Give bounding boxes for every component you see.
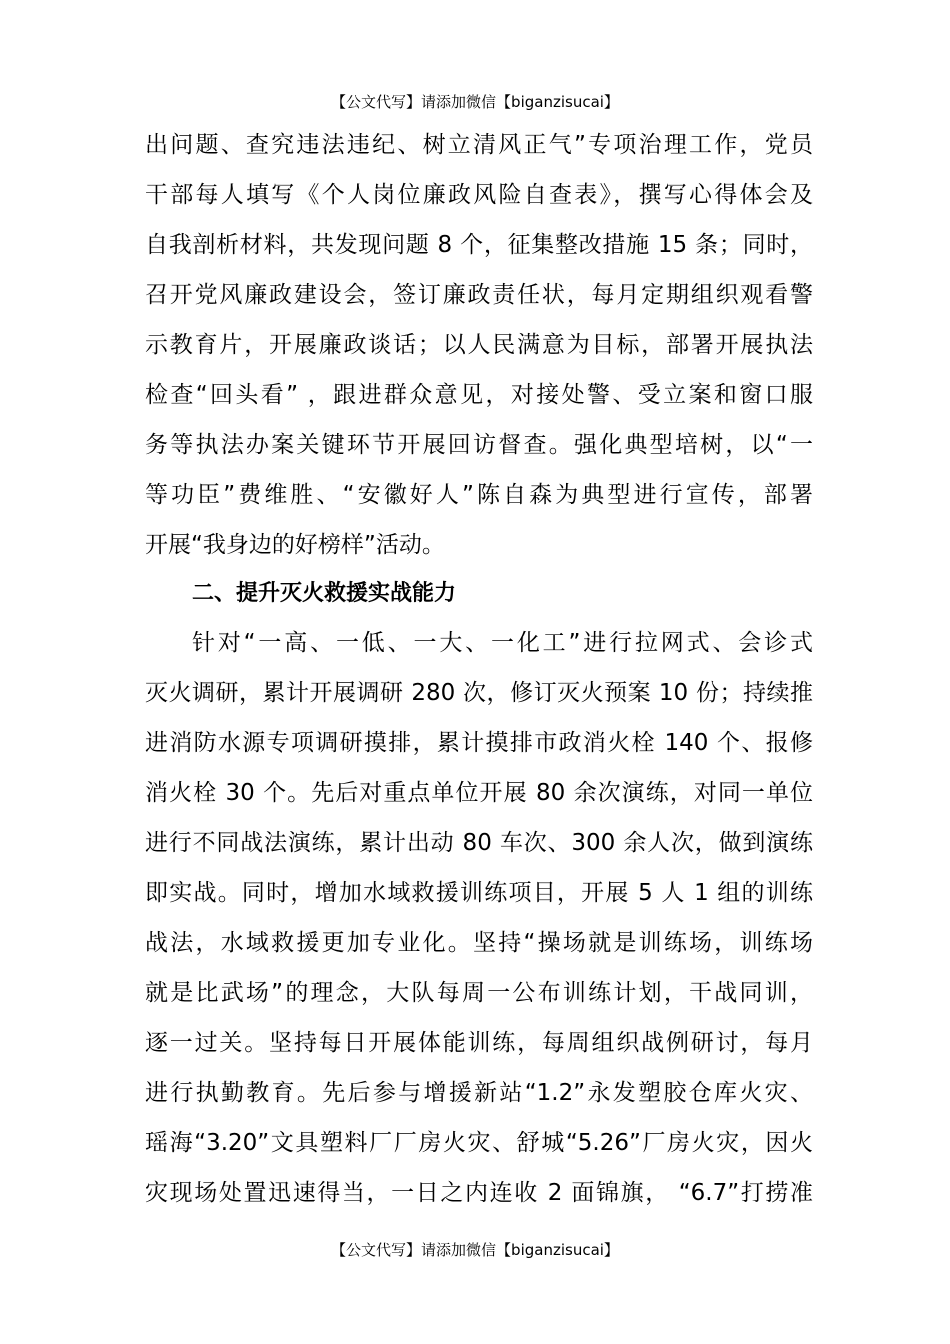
paragraph-line: 进行执勤教育。先后参与增援新站“1.2”永发塑胶仓库火灾、 <box>145 1080 813 1106</box>
paragraph-line: 等功臣”费维胜、“安徽好人”陈自森为典型进行宣传，部署 <box>145 482 813 508</box>
paragraph-line: 检查“回头看” ，跟进群众意见，对接处警、受立案和窗口服 <box>145 382 813 408</box>
paragraph-line: 灭火调研，累计开展调研 280 次，修订灭火预案 10 份；持续推 <box>145 680 813 706</box>
paragraph-line: 进行不同战法演练，累计出动 80 车次、300 余人次，做到演练 <box>145 830 813 856</box>
paragraph-line: 战法，水域救援更加专业化。坚持“操场就是训练场，训练场 <box>145 930 813 956</box>
paragraph-line: 瑶海“3.20”文具塑料厂厂房火灾、舒城“5.26”厂房火灾，因火 <box>145 1130 813 1156</box>
paragraph-line: 灾现场处置迅速得当，一日之内连收 2 面锦旗， “6.7”打捞准 <box>145 1180 813 1206</box>
paragraph-line: 逐一过关。坚持每日开展体能训练，每周组织战例研讨，每月 <box>145 1030 813 1056</box>
paragraph-line: 针对“一高、一低、一大、一化工”进行拉网式、会诊式 <box>192 630 813 656</box>
paragraph-line: 干部每人填写《个人岗位廉政风险自查表》，撰写心得体会及 <box>145 182 813 208</box>
paragraph-line: 开展“我身边的好榜样”活动。 <box>145 532 445 558</box>
paragraph-line: 即实战。同时，增加水域救援训练项目，开展 5 人 1 组的训练 <box>145 880 813 906</box>
paragraph-line: 示教育片，开展廉政谈话；以人民满意为目标，部署开展执法 <box>145 332 813 358</box>
body-text <box>145 120 813 1218</box>
paragraph-line: 召开党风廉政建设会，签订廉政责任状，每月定期组织观看警 <box>145 282 813 308</box>
paragraph-line: 就是比武场”的理念，大队每周一公布训练计划，干战同训， <box>145 980 813 1006</box>
header-note: 【公文代写】请添加微信【biganzisucai】 <box>331 93 619 111</box>
paragraph-line: 自我剖析材料，共发现问题 8 个，征集整改措施 15 条；同时， <box>145 232 813 258</box>
footer-note: 【公文代写】请添加微信【biganzisucai】 <box>331 1241 619 1259</box>
paragraph-line: 消火栓 30 个。先后对重点单位开展 80 余次演练，对同一单位 <box>145 780 813 806</box>
section-heading: 二、提升灭火救援实战能力 <box>192 581 457 606</box>
paragraph-line: 出问题、查究违法违纪、树立清风正气”专项治理工作，党员 <box>145 132 813 158</box>
paragraph-line: 进消防水源专项调研摸排，累计摸排市政消火栓 140 个、报修 <box>145 730 813 756</box>
paragraph-line: 务等执法办案关键环节开展回访督查。强化典型培树，以“一 <box>145 432 813 458</box>
